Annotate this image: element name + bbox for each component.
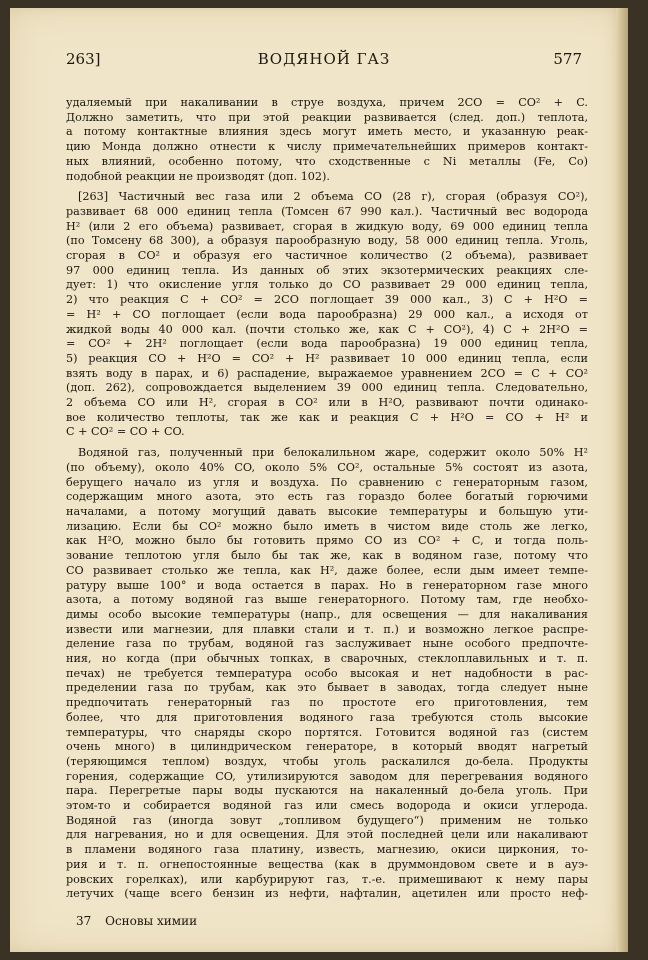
footer-book-title: Основы химии	[105, 914, 198, 928]
text-line: а потому контактные влияния здесь могут иметь место, и указанную реак-	[66, 125, 588, 139]
text-line: извести или магнезии, для плавки стали и т. п.) и возможно легкое распре-	[66, 622, 588, 636]
text-line: азота, а потому водяной газ выше генераторного. Потому там, где необхо-	[66, 593, 588, 607]
text-line: очень много) в цилиндрическом генераторе, в который вводят нагретый	[66, 740, 588, 754]
text-line: содержащим много азота, это есть газ гораздо более богатый горючими	[66, 490, 588, 504]
page-edge-shadow	[616, 8, 628, 952]
text-line: C + CO² = CO + CO.	[66, 425, 185, 439]
text-line: = H² + CO поглощает (если вода парообразна) 29 000 кал., а исходя от	[66, 307, 588, 321]
text-line: 2 объема CO или H², сгорая в CO² или в H²O, развивают почти одинако-	[66, 396, 588, 410]
text-line: удаляемый при накаливании в струе воздуха, причем 2CO = CO² + C.	[66, 96, 588, 109]
text-line: этом-то и собирается водяной газ или смесь водорода и окиси углерода.	[66, 799, 588, 813]
text-line: предпочитать генераторный газ по простоте его приготовления, тем	[66, 696, 588, 710]
page-footer	[76, 914, 197, 928]
text-line: 5) реакция CO + H²O = CO² + H² развивает 10 000 единиц тепла, если	[66, 351, 588, 365]
text-line: (по объему), около 40% CO, около 5% CO², остальные 5% состоят из азота,	[66, 460, 588, 474]
text-line: взять воду в парах, и 6) распадение, выражаемое уравнением 2CO = C + CO²	[66, 366, 588, 380]
text-line: температуры, что снаряды скоро портятся. Готовится водяной газ (систем	[66, 725, 588, 739]
book-page	[10, 8, 628, 952]
text-line: Водяной газ, полученный при белокалильном жаре, содержит около 50% H²	[78, 446, 588, 460]
text-line: развивает 68 000 единиц тепла (Томсен 67 990 кал.). Частичный вес водорода	[66, 204, 588, 218]
text-line: Должно заметить, что при этой реакции развивается (след. доп.) теплота,	[66, 110, 588, 124]
text-line: берущего начало из угля и воздуха. По сравнению с генераторным газом,	[66, 475, 588, 489]
text-line: для нагревания, но и для освещения. Для этой последней цели или накаливают	[66, 828, 588, 842]
text-line: (по Томсену 68 300), а образуя парообразную воду, 58 000 единиц тепла. Уголь,	[66, 234, 588, 248]
text-line: пределении газа по трубам, как это бывает в заводах, тогда следует ныне	[66, 681, 588, 695]
text-line: димы особо высокие температуры (напр., для освещения — для накаливания	[66, 607, 588, 621]
text-line: дует: 1) что окисление угля только до CO развивает 29 000 единиц тепла,	[66, 278, 588, 292]
text-line: подобной реакции не производят (доп. 102).	[66, 169, 330, 183]
text-line: ратуру выше 100° и вода остается в парах. Но в генераторном газе много	[66, 578, 588, 592]
footer-signature-number: 37	[76, 914, 92, 928]
text-line: (доп. 262), сопровождается выделением 39 000 единиц тепла. Следовательно,	[66, 381, 588, 395]
text-line: рия и т. п. огнепостоянные вещества (как в друммондовом свете и в ауэ-	[66, 857, 588, 871]
text-line: началами, а потому могущий давать высокие температуры и большую ути-	[66, 504, 588, 518]
header-title: ВОДЯНОЙ ГАЗ	[257, 50, 391, 68]
text-line: Водяной газ (иногда зовут „топливом будущего“) применим не только	[66, 813, 588, 827]
text-line: 97 000 единиц тепла. Из данных об этих экзотермических реакциях сле-	[66, 263, 588, 277]
text-line: ных влияний, особенно потому, что сходственные с Ni металлы (Fe, Co)	[66, 154, 588, 168]
text-line: жидкой воды 40 000 кал. (почти столько же, как C + CO²), 4) C + 2H²O =	[66, 322, 588, 336]
header-page-number: 577	[553, 50, 582, 68]
page-body-text	[66, 96, 588, 902]
text-line: 2) что реакция C + CO² = 2CO поглощает 39 000 кал., 3) C + H²O =	[66, 293, 588, 307]
text-line: ния, но когда (при обычных топках, в сварочных, стеклоплавильных и т. п.	[66, 652, 588, 666]
text-line: горения, содержащие CO, утилизируются заводом для перегревания водяного	[66, 769, 588, 783]
header-section-number: 263]	[66, 50, 101, 68]
text-line: более, что для приготовления водяного газа требуются столь высокие	[66, 710, 588, 724]
text-line: ровских горелках), или карбурируют газ, т.-е. примешивают к нему пары	[66, 872, 588, 886]
text-line: H² (или 2 его объема) развивает, сгорая в жидкую воду, 69 000 единиц тепла	[66, 219, 588, 233]
text-line: цию Монда должно отнести к числу примечательнейших примеров контакт-	[66, 140, 588, 154]
text-line: лизацию. Если бы CO² можно было иметь в чистом виде столь же легко,	[66, 519, 588, 533]
text-line: вое количество теплоты, так же как и реакция C + H²O = CO + H² и	[66, 410, 588, 424]
text-line: пара. Перегретые пары воды пускаются на накаленный до-бела уголь. При	[66, 784, 588, 798]
text-line: = CO² + 2H² поглощает (если вода парообразна) 19 000 единиц тепла,	[66, 337, 588, 351]
text-line: [263] Частичный вес газа или 2 объема CO (28 г), сгорая (образуя CO²),	[78, 190, 588, 204]
text-line: деление газа по трубам, водяной газ заслуживает ныне особого предпочте-	[66, 637, 588, 651]
text-line: сгорая в CO² и образуя его частичное количество (2 объема), развивает	[66, 249, 588, 263]
text-line: зование теплотою угля было бы так же, как в водяном газе, потому что	[66, 549, 588, 563]
text-line: (теряющимся теплом) воздух, чтобы уголь раскалился до-бела. Продукты	[66, 754, 588, 768]
text-line: печах) не требуется температура особо высокая и нет надобности в рас-	[66, 666, 588, 680]
text-line: CO развивает столько же тепла, как H², даже более, если дым имеет темпе-	[66, 563, 588, 577]
running-header	[66, 50, 582, 74]
text-line: летучих (чаще всего бензин из нефти, нафталин, ацетилен или просто неф-	[66, 887, 588, 901]
text-line: в пламени водяного газа платину, известь, магнезию, окиси циркония, то-	[66, 843, 588, 857]
text-line: как H²O, можно было бы готовить прямо CO из CO² + C, и тогда поль-	[66, 534, 588, 548]
